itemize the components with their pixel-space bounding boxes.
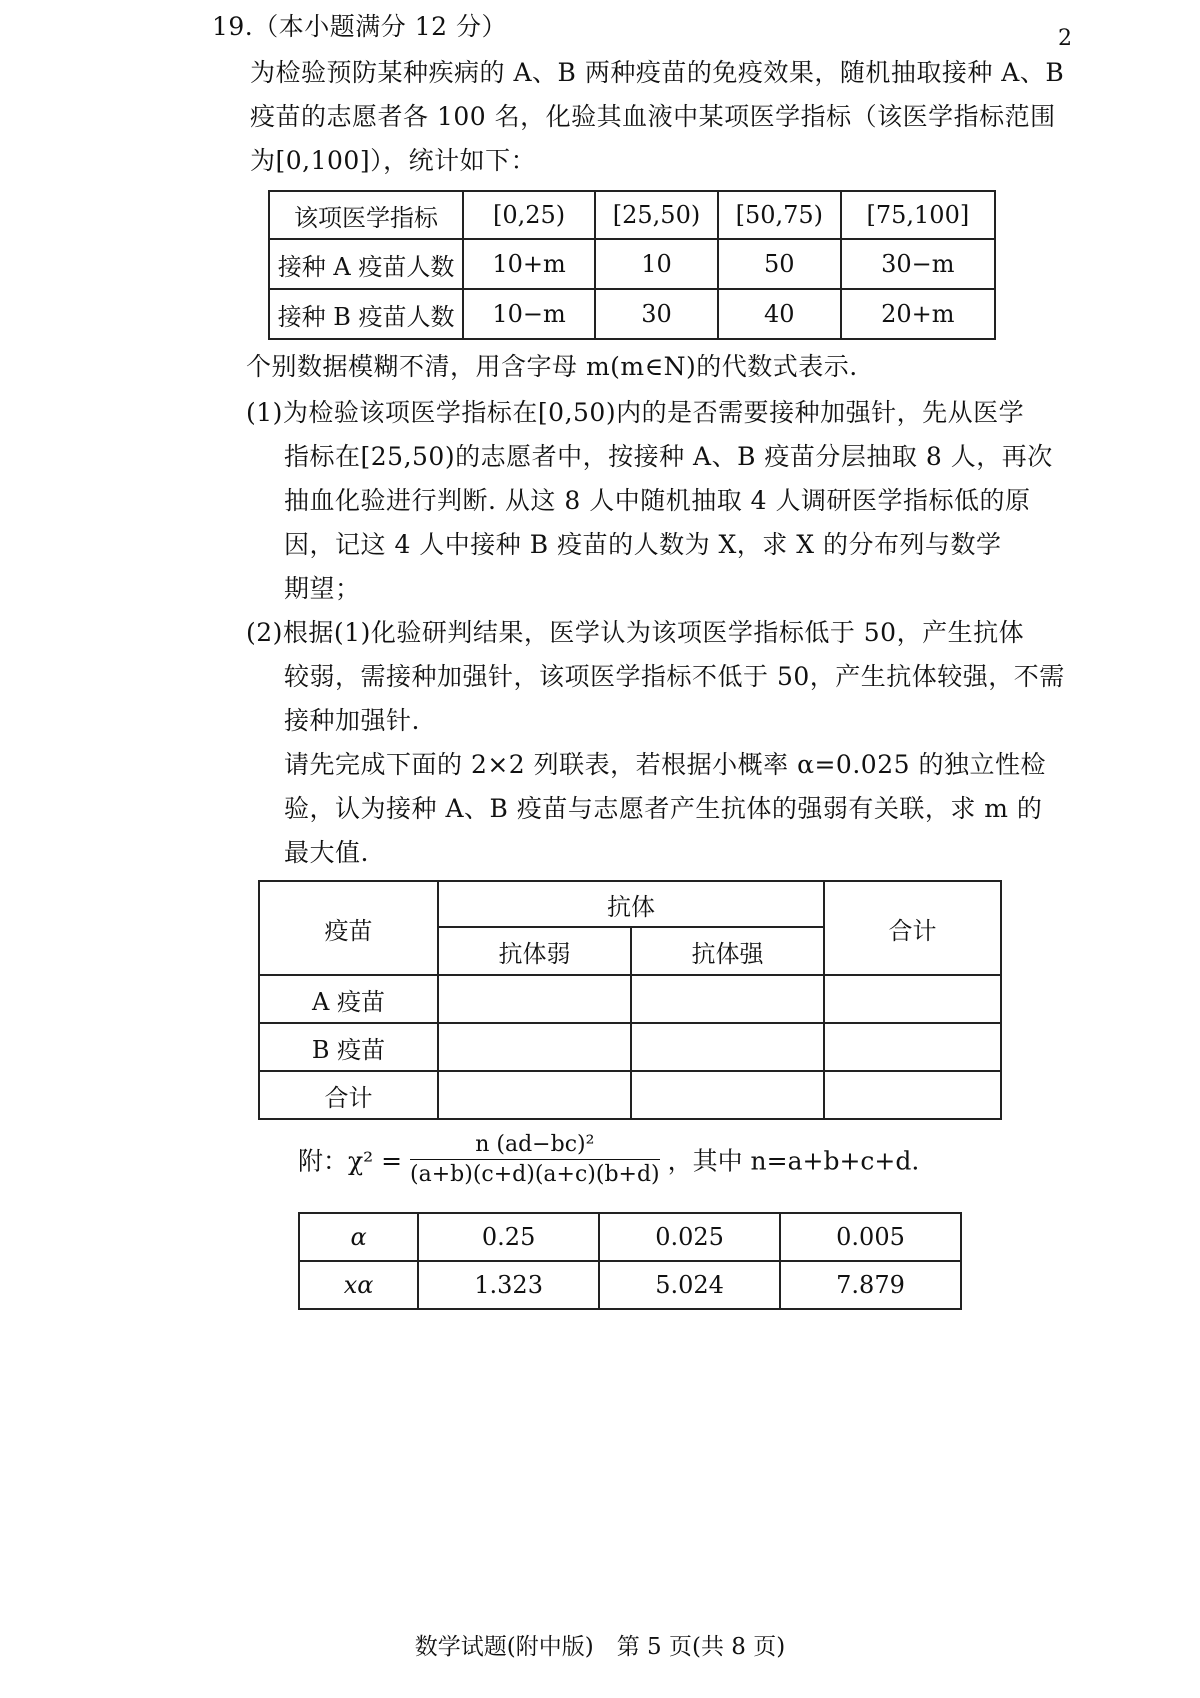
data-table-cell: 10+m <box>463 239 595 289</box>
contingency-row-label: 合计 <box>259 1071 438 1119</box>
data-table-cell: 10−m <box>463 289 595 339</box>
contingency-strong-header: 抗体强 <box>631 927 824 975</box>
part2-line-1: (2)根据(1)化验研判结果，医学认为该项医学指标低于 50，产生抗体 <box>246 618 1025 647</box>
part2-line-3: 接种加强针. <box>284 706 420 735</box>
critical-cell: xα <box>299 1261 418 1309</box>
contingency-empty-cell <box>824 1023 1001 1071</box>
data-table-header-cell: 该项医学指标 <box>269 191 463 239</box>
intro-line-3: 为[0,100]），统计如下： <box>250 146 537 175</box>
critical-cell: 0.25 <box>418 1213 599 1261</box>
part1-line-1: (1)为检验该项医学指标在[0,50)内的是否需要接种加强针，先从医学 <box>246 398 1025 427</box>
data-table-cell: 50 <box>718 239 841 289</box>
contingency-row-label: A 疫苗 <box>259 975 438 1023</box>
data-table-header-cell: [50,75) <box>718 191 841 239</box>
page-mark: 2 <box>1058 26 1073 51</box>
critical-row-x <box>299 1261 961 1309</box>
data-table-cell: 20+m <box>841 289 995 339</box>
critical-cell: 0.025 <box>599 1213 780 1261</box>
contingency-vaccine-header: 疫苗 <box>259 881 438 975</box>
contingency-total-header: 合计 <box>824 881 1001 975</box>
data-table-cell: 40 <box>718 289 841 339</box>
contingency-empty-cell <box>824 975 1001 1023</box>
critical-cell: 1.323 <box>418 1261 599 1309</box>
part1-line-5: 期望； <box>284 574 361 603</box>
contingency-empty-cell <box>824 1071 1001 1119</box>
part2-line-6: 最大值. <box>284 838 369 867</box>
critical-cell: 7.879 <box>780 1261 961 1309</box>
note-line: 个别数据模糊不清，用含字母 m(m∈N)的代数式表示. <box>246 352 858 381</box>
data-table-cell: 30−m <box>841 239 995 289</box>
data-table-cell: 接种 B 疫苗人数 <box>269 289 463 339</box>
data-table-header-row <box>269 191 995 239</box>
data-table <box>268 190 996 340</box>
contingency-table <box>258 880 1002 1120</box>
formula-denominator: (a+b)(c+d)(a+c)(b+d) <box>410 1162 660 1187</box>
formula-prefix: 附：χ² = <box>298 1146 403 1176</box>
part1-line-4: 因，记这 4 人中接种 B 疫苗的人数为 X，求 X 的分布列与数学 <box>284 530 1002 559</box>
part1-line-2: 指标在[25,50)的志愿者中，按接种 A、B 疫苗分层抽取 8 人，再次 <box>284 442 1053 471</box>
contingency-header-row-1 <box>259 881 1001 927</box>
chi-square-formula <box>298 1132 919 1187</box>
critical-value-table <box>298 1212 962 1310</box>
data-table-header-cell: [75,100] <box>841 191 995 239</box>
contingency-row <box>259 1023 1001 1071</box>
formula-suffix: ，其中 n=a+b+c+d. <box>667 1146 920 1176</box>
intro-line-1: 为检验预防某种疾病的 A、B 两种疫苗的免疫效果，随机抽取接种 A、B <box>250 58 1065 87</box>
data-table-row <box>269 289 995 339</box>
data-table-cell: 10 <box>595 239 718 289</box>
contingency-empty-cell <box>438 975 631 1023</box>
contingency-empty-cell <box>438 1071 631 1119</box>
critical-cell: 5.024 <box>599 1261 780 1309</box>
data-table-header-cell: [25,50) <box>595 191 718 239</box>
data-table-header-cell: [0,25) <box>463 191 595 239</box>
formula-fraction <box>410 1132 660 1187</box>
data-table-cell: 30 <box>595 289 718 339</box>
contingency-row-label: B 疫苗 <box>259 1023 438 1071</box>
part2-line-5: 验，认为接种 A、B 疫苗与志愿者产生抗体的强弱有关联，求 m 的 <box>284 794 1043 823</box>
problem-header: 19.（本小题满分 12 分） <box>212 12 507 41</box>
contingency-empty-cell <box>631 1071 824 1119</box>
contingency-empty-cell <box>631 1023 824 1071</box>
intro-line-2: 疫苗的志愿者各 100 名，化验其血液中某项医学指标（该医学指标范围 <box>250 102 1056 131</box>
contingency-empty-cell <box>438 1023 631 1071</box>
critical-cell: 0.005 <box>780 1213 961 1261</box>
contingency-empty-cell <box>631 975 824 1023</box>
data-table-row <box>269 239 995 289</box>
contingency-row <box>259 975 1001 1023</box>
part2-line-4: 请先完成下面的 2×2 列联表，若根据小概率 α=0.025 的独立性检 <box>284 750 1046 779</box>
formula-numerator: n (ad−bc)² <box>410 1132 660 1160</box>
contingency-row <box>259 1071 1001 1119</box>
part1-line-3: 抽血化验进行判断. 从这 8 人中随机抽取 4 人调研医学指标低的原 <box>284 486 1031 515</box>
contingency-antibody-header: 抗体 <box>438 881 824 927</box>
data-table-cell: 接种 A 疫苗人数 <box>269 239 463 289</box>
part2-line-2: 较弱，需接种加强针，该项医学指标不低于 50，产生抗体较强，不需 <box>284 662 1065 691</box>
contingency-weak-header: 抗体弱 <box>438 927 631 975</box>
critical-row-alpha <box>299 1213 961 1261</box>
critical-cell: α <box>299 1213 418 1261</box>
page-footer: 数学试题(附中版) 第 5 页(共 8 页) <box>414 1634 786 1660</box>
